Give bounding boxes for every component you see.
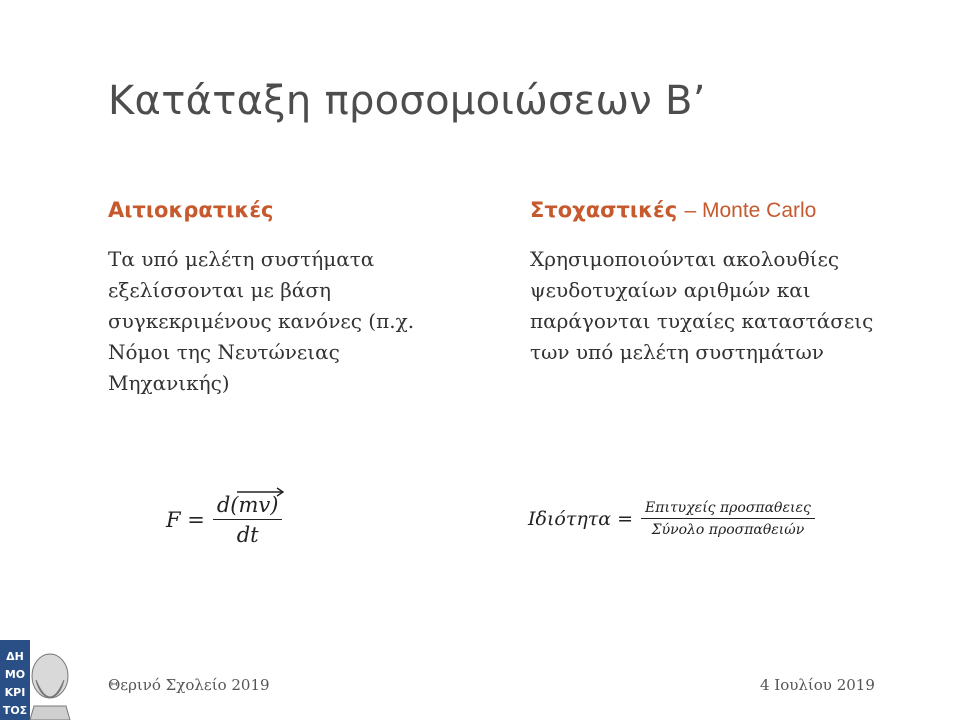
probability-lhs: Ιδιότητα = <box>528 508 634 530</box>
logo-graphic <box>0 636 74 720</box>
left-column-heading <box>108 198 273 222</box>
probability-fraction <box>641 500 815 538</box>
svg-text:ΔΗ: ΔΗ <box>6 650 24 663</box>
slide-title: Κατάταξη προσομοιώσεων Β’ <box>108 78 706 124</box>
footer-event: Θερινό Σχολείο 2019 <box>108 676 270 694</box>
vector-arrow-icon <box>235 487 287 497</box>
svg-text:ΚΡΙ: ΚΡΙ <box>4 686 26 699</box>
right-heading-text: Στοχαστικές <box>530 198 678 222</box>
newton-formula <box>166 493 282 547</box>
left-heading-text: Αιτιοκρατικές <box>108 198 274 222</box>
newton-lhs: F = <box>166 508 205 532</box>
svg-text:ΤΟΣ: ΤΟΣ <box>2 704 28 717</box>
newton-fraction <box>213 493 283 547</box>
probability-numerator: Επιτυχείς προσπαθειες <box>641 500 815 519</box>
probability-denominator: Σύνολο προσπαθειών <box>651 522 805 538</box>
probability-formula <box>528 500 815 538</box>
left-column-body: Τα υπό μελέτη συστήματα εξελίσσονται με βάση συγκεκριμένους κανόνες (π.χ. Νόμοι της Νευτώνειας Μηχανικής) <box>108 247 415 395</box>
right-heading-suffix: – Monte Carlo <box>684 199 817 222</box>
demokritos-logo <box>0 636 74 720</box>
right-column-heading <box>530 198 816 223</box>
footer-date: 4 Ιουλίου 2019 <box>760 676 875 694</box>
newton-numerator: d(mv) <box>213 493 283 520</box>
svg-text:ΜΟ: ΜΟ <box>4 668 26 681</box>
newton-denominator: dt <box>236 523 259 547</box>
right-column-body: Χρησιμοποιούνται ακολουθίες ψευδοτυχαίων αριθμών και παράγονται τυχαίες καταστάσεις των υπό μελέτη συστημάτων <box>530 247 874 364</box>
